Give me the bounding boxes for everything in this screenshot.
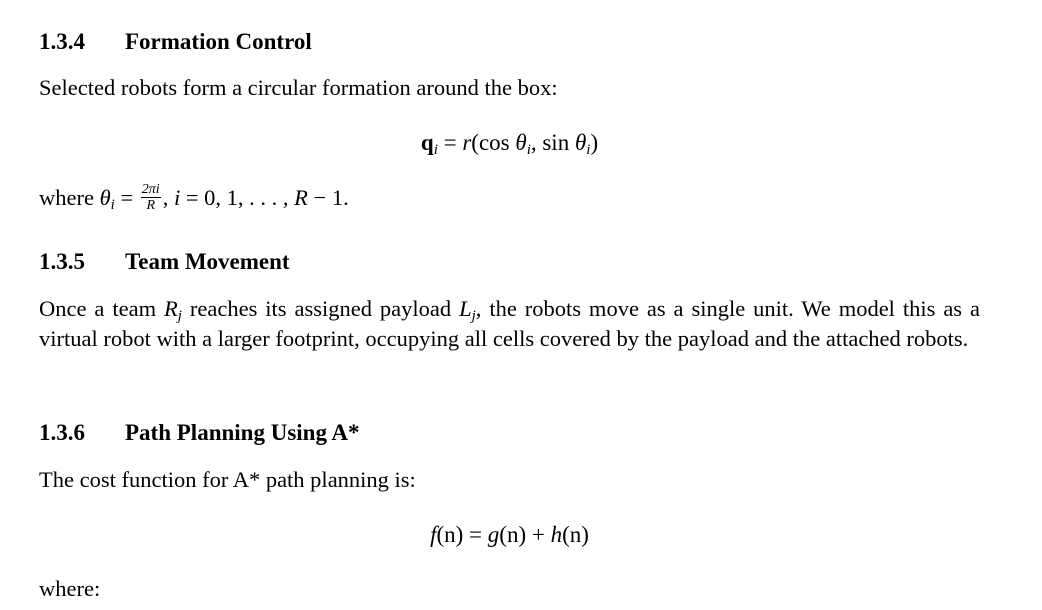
path-planning-intro-text: The cost function for A* path planning is: bbox=[39, 467, 416, 492]
eq-arg-1: (n) = bbox=[436, 522, 488, 547]
cost-function-equation bbox=[39, 520, 980, 550]
where-equals: = bbox=[114, 185, 139, 210]
payload-sub: j bbox=[471, 308, 476, 324]
formation-intro-text: Selected robots form a circular formation around the box: bbox=[39, 75, 558, 100]
section-title: Path Planning Using A* bbox=[125, 420, 360, 445]
eq-theta-1: θ bbox=[515, 130, 527, 155]
eq-cos: (cos bbox=[471, 130, 516, 155]
team-var: R bbox=[164, 296, 178, 321]
eq-close-paren: ) bbox=[590, 130, 599, 155]
where-upper-tail: − 1. bbox=[307, 185, 349, 210]
eq-sin: , sin bbox=[530, 130, 575, 155]
where-prefix: where bbox=[39, 185, 100, 210]
where-index-var: i bbox=[173, 185, 181, 210]
where-index-range: = 0, 1, . . . , bbox=[180, 185, 295, 210]
team-sub: j bbox=[177, 308, 182, 324]
eq-g: g bbox=[487, 522, 500, 547]
where-fraction bbox=[141, 183, 161, 212]
payload-var: L bbox=[459, 296, 472, 321]
where-theta: θ bbox=[99, 185, 111, 210]
section-heading-team-movement bbox=[39, 249, 290, 275]
fraction-numerator: 2πi bbox=[141, 182, 160, 198]
section-title: Team Movement bbox=[125, 249, 290, 274]
formation-equation: $q_i = r(\cos$ $\theta_i$, $\sin \theta_i$) bbox=[420, 130, 599, 158]
para-text-2: reaches its assigned payload bbox=[181, 296, 460, 321]
section-number: 1.3.6 bbox=[39, 420, 85, 445]
eq-f: f bbox=[430, 522, 437, 547]
where-trailing-text: where: bbox=[39, 576, 101, 601]
formation-where-line bbox=[39, 183, 980, 214]
section-title: Formation Control bbox=[125, 29, 312, 54]
eq-theta-1-sub: i bbox=[526, 142, 531, 158]
where-upper-var: R bbox=[294, 185, 308, 210]
fraction-denominator: R bbox=[146, 198, 156, 214]
team-movement-paragraph bbox=[39, 294, 980, 354]
eq-sub-i: i bbox=[433, 142, 438, 158]
eq-symbol-q: q bbox=[420, 130, 434, 155]
para-text-1: Once a team bbox=[39, 296, 165, 321]
eq-theta-2-sub: i bbox=[586, 142, 591, 158]
section-number: 1.3.4 bbox=[39, 29, 85, 54]
section-heading-formation-control bbox=[39, 29, 312, 55]
where-comma: , bbox=[162, 185, 174, 210]
eq-h: h bbox=[550, 522, 563, 547]
para-text-3: , the robots move as a single unit. We model this as a virtual robot with a larger footprint, occupying all cells covered by the payload and the attached robots. bbox=[39, 296, 980, 351]
section-number: 1.3.5 bbox=[39, 249, 85, 274]
eq-arg-2: (n) + bbox=[499, 522, 551, 547]
eq-symbol-r: r bbox=[462, 130, 472, 155]
eq-arg-3: (n) bbox=[562, 522, 589, 547]
where-theta-sub: i bbox=[110, 197, 115, 213]
section-heading-path-planning bbox=[39, 420, 360, 446]
eq-theta-2: θ bbox=[574, 130, 587, 155]
